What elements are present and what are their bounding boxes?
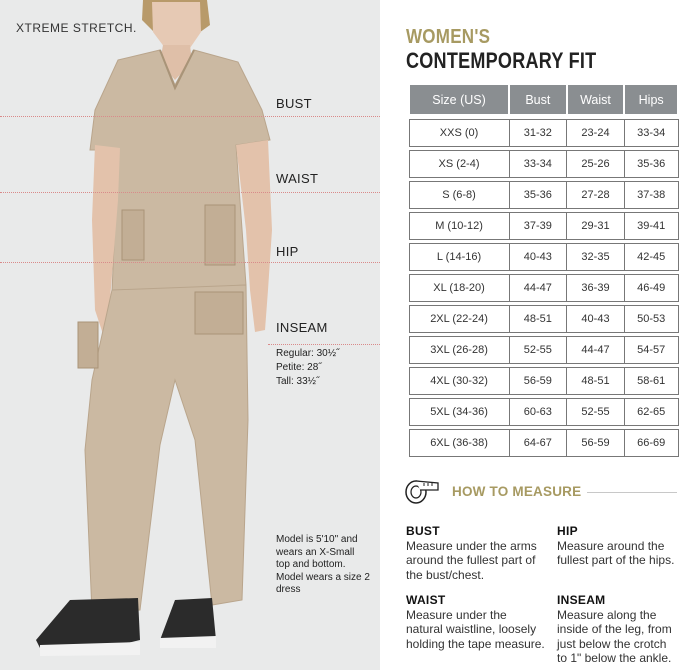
- hip-definition-text: Measure around the fullest part of the hips.: [557, 538, 675, 567]
- cell-hips: 46-49: [624, 275, 678, 302]
- header-bust: Bust: [509, 84, 567, 115]
- waist-label: WAIST: [276, 171, 319, 186]
- model-size-note: Model is 5'10" and wears an X-Small top and bottom. Model wears a size 2 dress: [276, 534, 370, 595]
- cell-bust: 40-43: [509, 244, 567, 271]
- cell-size: XXS (0): [409, 120, 509, 147]
- cell-bust: 31-32: [509, 120, 567, 147]
- hip-definition-heading: HIP: [557, 524, 578, 538]
- cell-size: 6XL (36-38): [409, 430, 509, 457]
- bust-definition-heading: BUST: [406, 524, 440, 538]
- table-row: [409, 120, 678, 147]
- cell-bust: 44-47: [509, 275, 567, 302]
- cell-size: S (6-8): [409, 182, 509, 209]
- cell-bust: 37-39: [509, 213, 567, 240]
- cell-waist: 23-24: [567, 120, 625, 147]
- table-row: [409, 430, 678, 457]
- cell-hips: 33-34: [624, 120, 678, 147]
- table-row: [409, 306, 678, 333]
- inseam-tall: Tall: 33½˝: [276, 376, 320, 387]
- cell-hips: 54-57: [624, 337, 678, 364]
- cell-size: XL (18-20): [409, 275, 509, 302]
- cell-hips: 50-53: [624, 306, 678, 333]
- table-row: [409, 151, 678, 178]
- bust-definition: [406, 524, 546, 582]
- header-waist: Waist: [567, 84, 625, 115]
- cell-hips: 66-69: [624, 430, 678, 457]
- cell-hips: 35-36: [624, 151, 678, 178]
- cell-hips: 37-38: [624, 182, 678, 209]
- cell-hips: 62-65: [624, 399, 678, 426]
- inseam-regular: Regular: 30½˝: [276, 348, 340, 359]
- waist-definition-heading: WAIST: [406, 593, 446, 607]
- size-table: [408, 83, 679, 457]
- table-header-row: [409, 84, 678, 115]
- cell-size: 2XL (22-24): [409, 306, 509, 333]
- table-row: [409, 275, 678, 302]
- waist-guide-line: [0, 192, 380, 193]
- hip-definition: [557, 524, 675, 568]
- header-size: Size (US): [409, 84, 509, 115]
- cell-bust: 48-51: [509, 306, 567, 333]
- table-row: [409, 337, 678, 364]
- cell-bust: 33-34: [509, 151, 567, 178]
- cell-waist: 52-55: [567, 399, 625, 426]
- cell-size: 3XL (26-28): [409, 337, 509, 364]
- bust-guide-line: [0, 116, 380, 117]
- inseam-definition: [557, 593, 675, 666]
- how-to-measure-heading: [402, 477, 677, 507]
- cell-hips: 39-41: [624, 213, 678, 240]
- table-row: [409, 244, 678, 271]
- cell-bust: 64-67: [509, 430, 567, 457]
- how-to-measure-title: HOW TO MEASURE: [446, 484, 587, 499]
- inseam-guide-line: [268, 344, 380, 345]
- size-chart-panel: [380, 0, 679, 670]
- table-row: [409, 213, 678, 240]
- cell-size: L (14-16): [409, 244, 509, 271]
- cell-waist: 25-26: [567, 151, 625, 178]
- inseam-petite: Petite: 28˝: [276, 362, 322, 373]
- bust-label: BUST: [276, 96, 312, 111]
- header-hips: Hips: [624, 84, 678, 115]
- table-row: [409, 399, 678, 426]
- cell-waist: 32-35: [567, 244, 625, 271]
- hip-guide-line: [0, 262, 380, 263]
- waist-definition: [406, 593, 546, 651]
- cell-waist: 36-39: [567, 275, 625, 302]
- hip-label: HIP: [276, 244, 299, 259]
- chart-title-line2: CONTEMPORARY FIT: [406, 48, 597, 73]
- cell-hips: 58-61: [624, 368, 678, 395]
- inseam-definition-heading: INSEAM: [557, 593, 606, 607]
- cell-size: M (10-12): [409, 213, 509, 240]
- table-row: [409, 368, 678, 395]
- tape-measure-icon: [402, 477, 446, 512]
- cell-waist: 40-43: [567, 306, 625, 333]
- cell-waist: 44-47: [567, 337, 625, 364]
- cell-size: XS (2-4): [409, 151, 509, 178]
- cell-hips: 42-45: [624, 244, 678, 271]
- cell-bust: 35-36: [509, 182, 567, 209]
- inseam-definition-text: Measure along the inside of the leg, from just below the crotch to 1" below the ankle.: [557, 607, 672, 665]
- waist-definition-text: Measure under the natural waistline, loosely holding the tape measure.: [406, 607, 545, 651]
- cell-waist: 29-31: [567, 213, 625, 240]
- cell-waist: 48-51: [567, 368, 625, 395]
- size-rows: [409, 115, 678, 457]
- cell-bust: 52-55: [509, 337, 567, 364]
- cell-waist: 56-59: [567, 430, 625, 457]
- brand-logo: XTREME STRETCH.: [16, 21, 137, 35]
- inseam-label: INSEAM: [276, 320, 328, 335]
- table-row: [409, 182, 678, 209]
- chart-title-line1: WOMEN'S: [406, 26, 491, 48]
- cell-size: 4XL (30-32): [409, 368, 509, 395]
- cell-bust: 60-63: [509, 399, 567, 426]
- bust-definition-text: Measure under the arms around the fullest part of the bust/chest.: [406, 538, 537, 582]
- cell-waist: 27-28: [567, 182, 625, 209]
- cell-size: 5XL (34-36): [409, 399, 509, 426]
- cell-bust: 56-59: [509, 368, 567, 395]
